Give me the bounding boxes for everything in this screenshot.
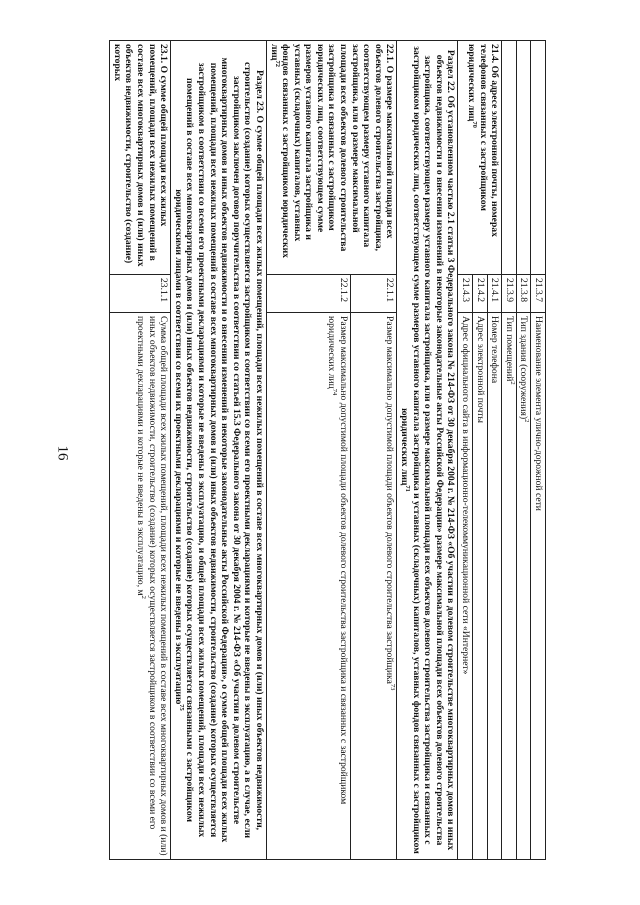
- section-23-heading: Раздел 23. О сумме общей площади всех жилых помещений, площади всех нежилых помещений в составе всех многоквартирных домов и (или) иных объектов недвижимости, строительство (создание) которых осуществляется застройщиком в соответствии со всеми его проектными декларациями и которые не введены в эксплуатацию, а в случае, если застройщиком заключен договор поручительства в соответствии со статьей 15.3 Федерального закона от 30 декабря 2004 г. № 214-ФЗ «Об участии в долевом строительстве многоквартирных домов и иных объектов недвижимости и о внесении изменений в некоторые законодательные акты Российской Федерации», о сумме общей площади всех жилых помещений, площади всех нежилых помещений в составе всех многоквартирных домов и (или) иных объектов недвижимости, строительство (создание) которых осуществляется застройщиком в соответствии со всеми его проектными декларациями и которые не введены в эксплуатацию, и общей площади всех жилых помещений, площади всех нежилых помещений в составе всех многоквартирных домов и (или) иных объектов недвижимости, строительство (создание) которых осуществляется связанными с застройщиком юридическими лицами в соответствии со всеми их проектными декларациями и которые не введены в эксплуатацию$^{75}$: [171, 41, 267, 860]
- table-row: [487, 41, 502, 860]
- row-label: Размер максимально допустимой площади объектов долевого строительства застройщика$^{73}$: [350, 313, 397, 860]
- empty-cell: [516, 41, 531, 275]
- page-number: 16: [54, 445, 71, 461]
- empty-cell: [531, 41, 546, 275]
- footnote-ref: 73: [389, 683, 397, 691]
- item-title-21-4: 21.4. Об адресе электронной почты, номерах телефонов связанных с застройщиком юридических лиц$^{70}$: [458, 41, 502, 275]
- row-label: Тип здания (сооружения)$^2$: [516, 313, 531, 860]
- row-code: 22.1.1: [350, 275, 397, 313]
- table-row: [171, 41, 267, 860]
- footnote-ref: 2: [140, 595, 148, 599]
- row-label: Адрес электронной почты: [473, 313, 488, 860]
- row-label: Размер максимально допустимой площади объектов долевого строительства застройщика и связанных с застройщиком юридических лиц$^{74}$: [266, 313, 350, 860]
- row-code: 23.1.1: [110, 275, 171, 313]
- footnote-ref: 75: [177, 704, 185, 711]
- row-label: Номер телефона: [487, 313, 502, 860]
- row-code: 21.4.1: [487, 275, 502, 313]
- table-row: [516, 41, 531, 860]
- footnote-ref: 2: [509, 381, 516, 385]
- row-code: 21.3.9: [502, 275, 517, 313]
- item-title-22-1: 22.1. О размере максимальной площади всех объектов долевого строительства застройщика, соответствующем размеру уставного капитала застройщика, или о размере максимальной площади всех объектов долевого строительства застройщика и связанных с застройщиком юридических лиц, соответствующем сумме размеров уставного капитала застройщика и уставных (складочных) капиталов, уставных фондов связанных с застройщиком юридических лиц$^{72}$: [266, 41, 397, 275]
- row-code: 21.3.7: [531, 275, 546, 313]
- row-label: Сумма общей площади всех жилых помещений, площади всех нежилых помещений в составе всех многоквартирных домов и (или) иных объектов недвижимости, строительство (создание) которых осуществляется застройщиком в соответствии со всеми его проектными декларациями и которые не введены в эксплуатацию, $м^2$: [110, 313, 171, 860]
- row-label: Тип помещений$^2$: [502, 313, 517, 860]
- declaration-table: [109, 40, 546, 860]
- table-row: [502, 41, 517, 860]
- table-row: [397, 41, 458, 860]
- declaration-table-sheet: [50, 40, 546, 860]
- item-title-23-1: 23.1. О сумме общей площади всех жилых помещений, площади всех нежилых помещений в составе всех многоквартирных домов и (или) иных объектов недвижимости, строительство (создание) которых: [110, 41, 171, 275]
- table-row: [110, 41, 171, 860]
- row-code: 21.4.2: [473, 275, 488, 313]
- row-label: Наименование элемента улично-дорожной сети: [531, 313, 546, 860]
- empty-cell: [502, 41, 517, 275]
- section-22-heading: Раздел 22. Об установленном частью 2.1 статьи 3 Федерального закона № 214-ФЗ от 30 декабря 2004 г. № 214-ФЗ «Об участии в долевом строительстве многоквартирных домов и иных объектов недвижимости и о внесении изменений в некоторые законодательные акты Российской Федерации» размере максимальной площади всех объектов долевого строительства застройщика, соответствующем размеру уставного капитала застройщика, или о размере максимальной площади всех объектов долевого строительства застройщика и связанных с застройщиком юридических лиц, соответствующем сумме размеров уставного капитала застройщика и уставных (складочных) капиталов, уставных фондов связанных с застройщиком юридических лиц$^{71}$: [397, 41, 458, 860]
- footnote-ref: 2: [523, 419, 531, 423]
- row-code: 21.3.8: [516, 275, 531, 313]
- row-label: Адрес официального сайта в информационно-телекоммуникационной сети «Интернет»: [458, 313, 473, 860]
- row-code: 22.1.2: [266, 275, 350, 313]
- row-code: 21.4.3: [458, 275, 473, 313]
- footnote-ref: 74: [331, 388, 339, 396]
- footnote-ref: 70: [471, 121, 479, 128]
- table-row: [350, 41, 397, 860]
- table-row: [531, 41, 546, 860]
- footnote-ref: 71: [404, 485, 412, 492]
- footnote-ref: 72: [273, 60, 281, 67]
